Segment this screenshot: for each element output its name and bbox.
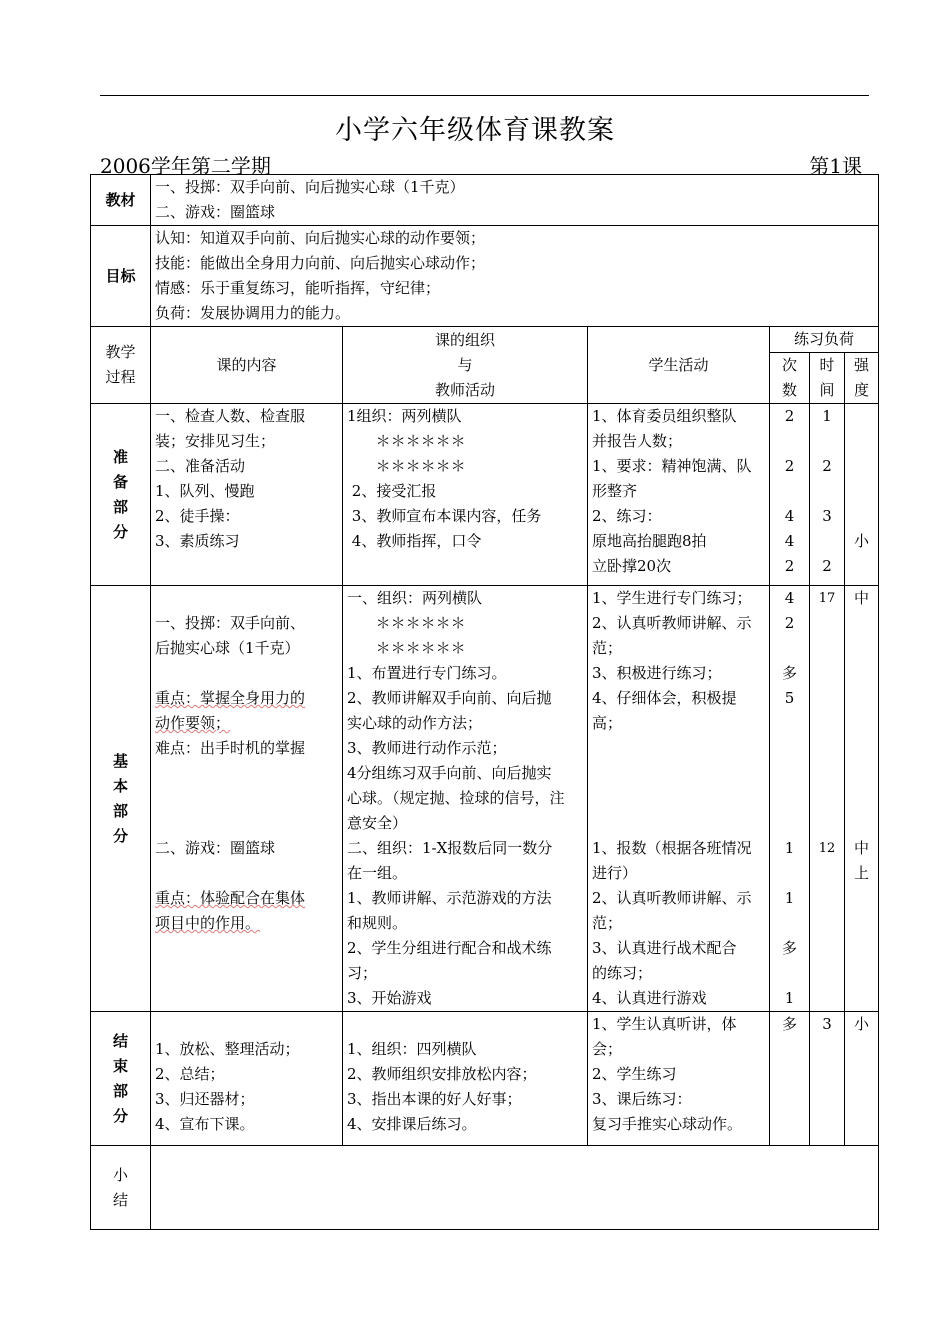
goal-line: 认知：知道双手向前、向后抛实心球的动作要领；: [155, 229, 486, 247]
student-header: 学生活动: [588, 327, 770, 404]
end-student: 1、学生认真听讲，体 会； 2、学生练习 3、课后练习： 复习手推实心球动作。: [588, 1012, 770, 1146]
main-section-row: [91, 586, 879, 1012]
end-times: 多: [770, 1012, 810, 1146]
material-label: 教材: [91, 175, 151, 226]
material-content: [151, 175, 879, 226]
header-row: [91, 327, 879, 353]
times-header: 次数: [770, 353, 810, 404]
intensity-header: 强度: [845, 353, 879, 404]
summary-content: [151, 1146, 879, 1230]
page-title: 小学六年级体育课教案: [335, 115, 615, 146]
main-times: 4 2 多 5 1 1 多 1: [770, 586, 810, 1012]
prep-content: 一、检查人数、检查服 装；安排见习生； 二、准备活动 1、队列、慢跑 2、徒手操： 3、素质练习: [151, 404, 343, 586]
prep-times: 2 2 4 4 2: [770, 404, 810, 586]
goal-line: 情感：乐于重复练习，能听指挥，守纪律；: [155, 279, 441, 297]
main-duration: 17 12: [810, 586, 845, 1012]
header-rule: [100, 95, 869, 96]
material-line: 二、游戏：圈篮球: [155, 203, 276, 221]
end-section-row: [91, 1012, 879, 1146]
goal-content: [151, 226, 879, 327]
end-intensity: 小: [845, 1012, 879, 1146]
summary-label: 小结: [91, 1146, 151, 1230]
goal-row: [91, 226, 879, 327]
main-content: 一、投掷：双手向前、 后抛实心球（1千克） 重点：掌握全身用力的 动作要领； 难点：出手时机的掌握 二、游戏：圈篮球 重点：体验配合在集体 项目中的作用。: [151, 586, 343, 1012]
prep-label: 准备部分: [91, 404, 151, 586]
main-intensity: 中 中 上: [845, 586, 879, 1012]
lesson-plan-table: [90, 174, 879, 1230]
material-line: 一、投掷：双手向前、向后抛实心球（1千克）: [155, 178, 465, 196]
main-label: 基本部分: [91, 586, 151, 1012]
end-content: 1、放松、整理活动； 2、总结； 3、归还器材； 4、宣布下课。: [151, 1012, 343, 1146]
goal-label: 目标: [91, 226, 151, 327]
prep-intensity: 小: [845, 404, 879, 586]
main-student: 1、学生进行专门练习； 2、认真听教师讲解、示 范； 3、积极进行练习； 4、仔细体会，积极提 高； 1、报数（根据各班情况 进行） 2、认真听教师讲解、示 范； 3、认真进行战术配合 的练习； 4、认真进行游戏: [588, 586, 770, 1012]
content-header: 课的内容: [151, 327, 343, 404]
duration-header: 时间: [810, 353, 845, 404]
process-header: 教学过程: [91, 327, 151, 404]
prep-student: 1、体育委员组织整队 并报告人数； 1、要求：精神饱满、队 形整齐 2、练习： 原地高抬腿跑8拍 立卧撑20次: [588, 404, 770, 586]
prep-section-row: [91, 404, 879, 586]
goal-line: 负荷：发展协调用力的能力。: [155, 304, 351, 322]
goal-line: 技能：能做出全身用力向前、向后抛实心球动作；: [155, 254, 486, 272]
summary-row: [91, 1146, 879, 1230]
load-header: 练习负荷: [770, 327, 879, 353]
end-label: 结束部分: [91, 1012, 151, 1146]
term-label: 2006学年第二学期: [100, 154, 271, 178]
org-header: 课的组织 与 教师活动: [343, 327, 588, 404]
end-org: 1、组织：四列横队 2、教师组织安排放松内容； 3、指出本课的好人好事； 4、安排课后练习。: [343, 1012, 588, 1146]
end-duration: 3: [810, 1012, 845, 1146]
main-org: 一、组织：两列横队 ＊＊＊＊＊＊ ＊＊＊＊＊＊ 1、布置进行专门练习。 2、教师讲解双手向前、向后抛 实心球的动作方法； 3、教师进行动作示范； 4分组练习双手向前、向后抛实 心球。（规定抛、捡球的信号，注 意安全） 二、组织：1-X报数后同一数分 在一组。 1、教师讲解、示范游戏的方法 和规则。 2、学生分组进行配合和战术练 习； 3、开始游戏: [343, 586, 588, 1012]
prep-org: 1组织：两列横队 ＊＊＊＊＊＊ ＊＊＊＊＊＊ 2、接受汇报 3、教师宣布本课内容，任务 4、教师指挥，口令: [343, 404, 588, 586]
material-row: [91, 175, 879, 226]
prep-duration: 1 2 3 2: [810, 404, 845, 586]
lesson-number: 第1课: [809, 154, 862, 178]
